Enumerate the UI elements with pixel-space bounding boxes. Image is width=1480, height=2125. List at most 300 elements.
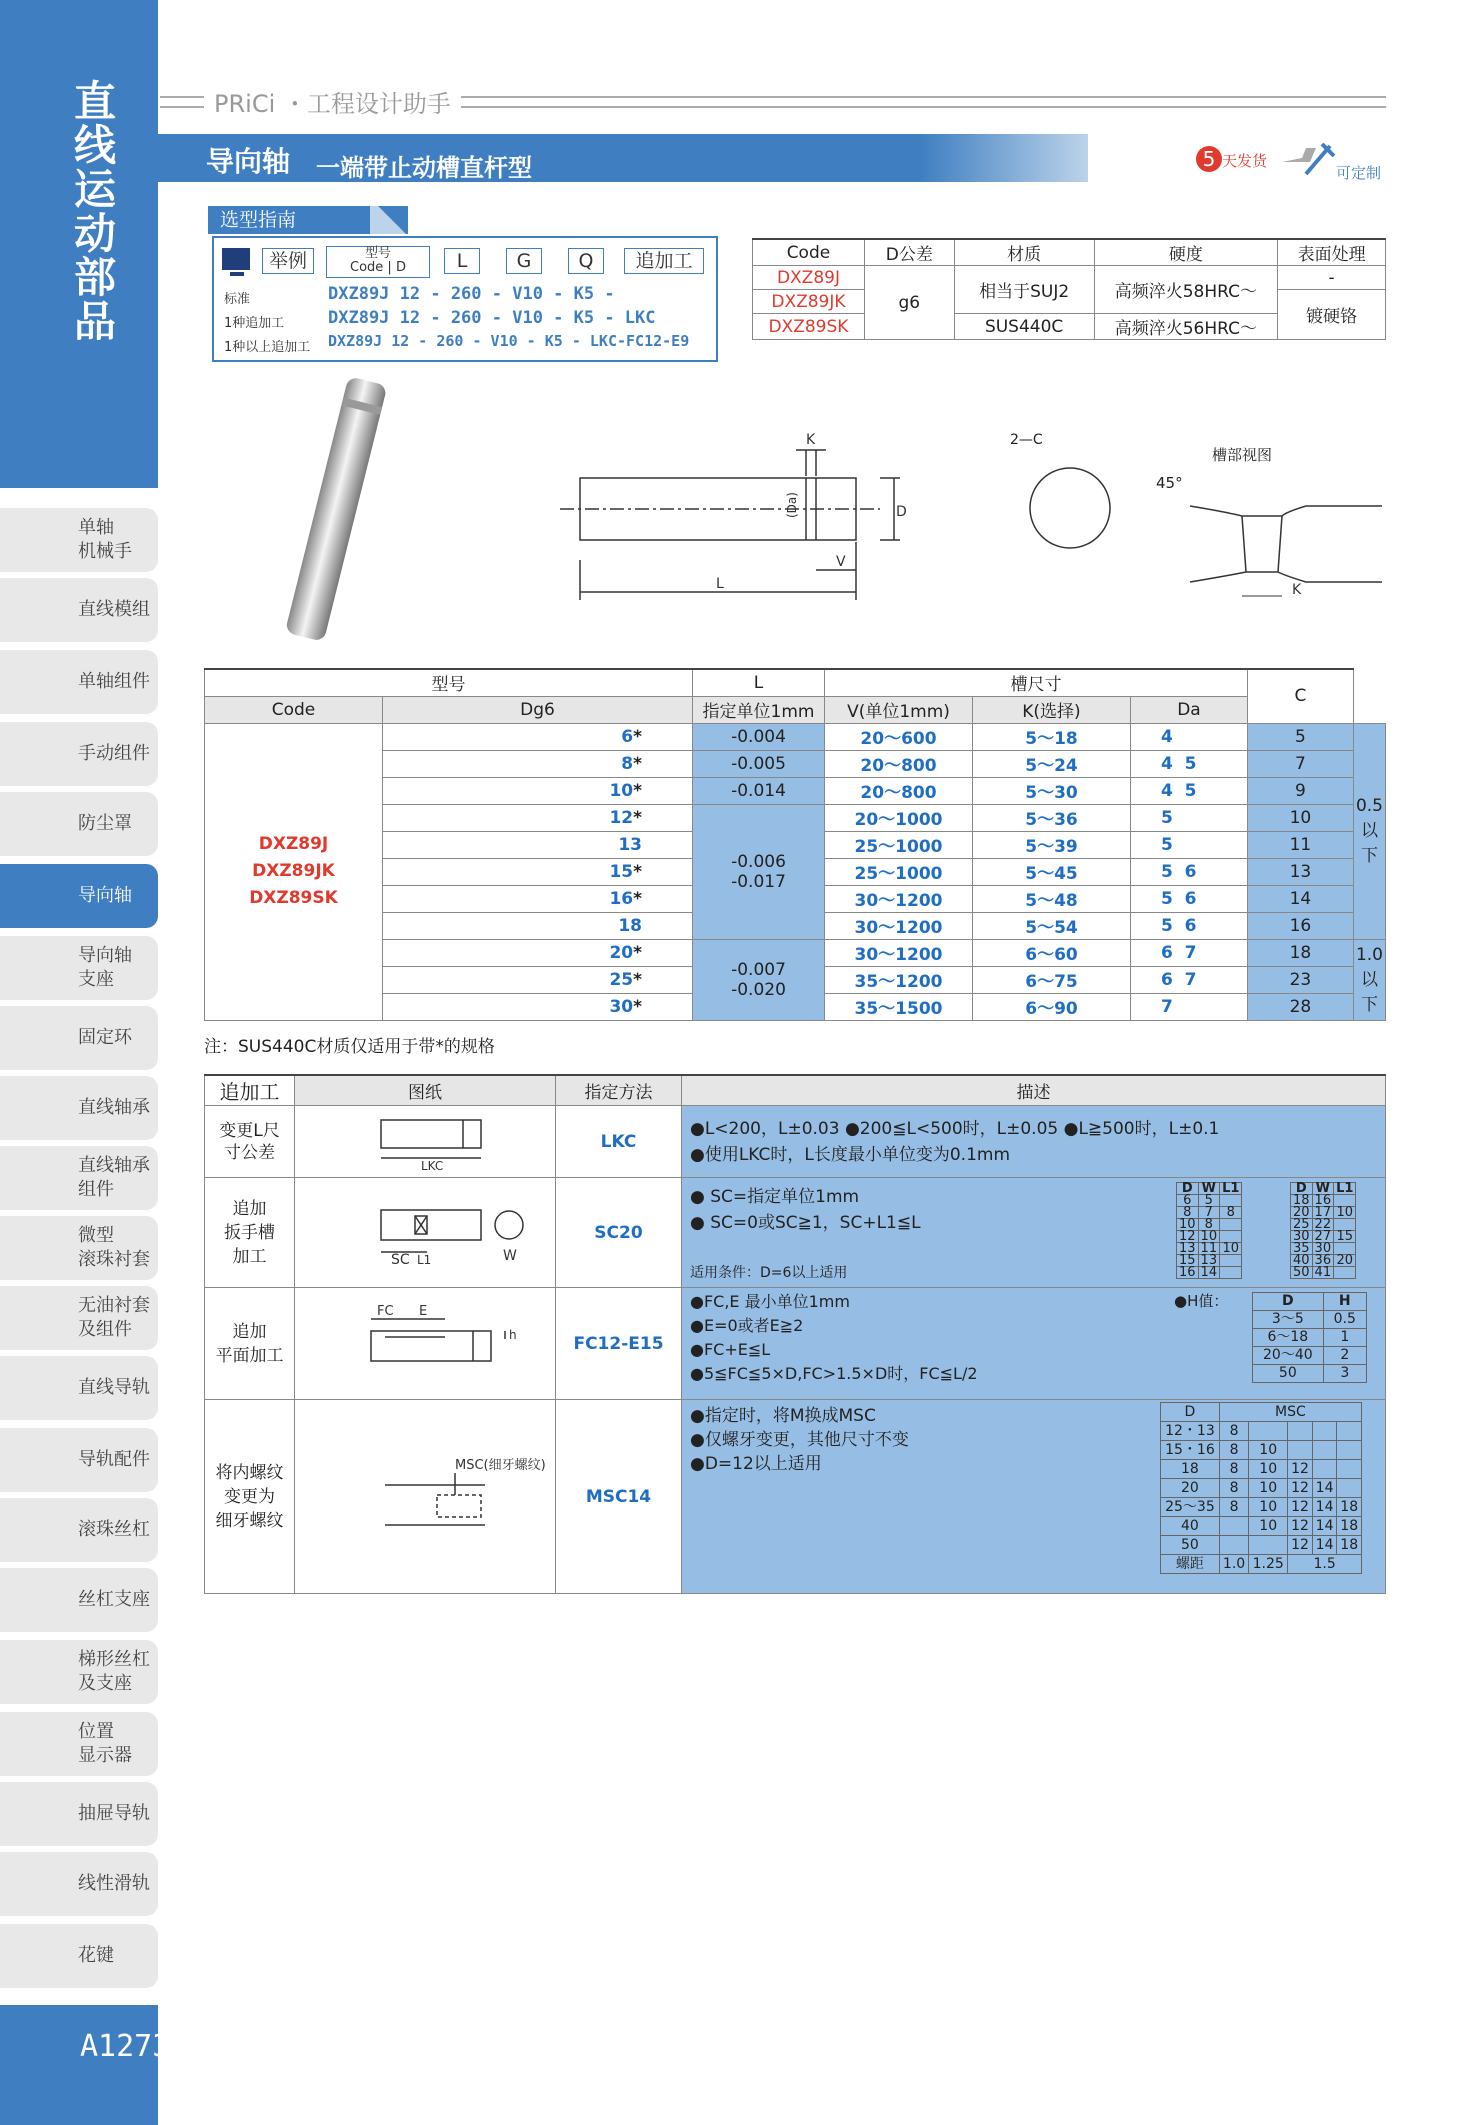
opt-h-desc: 描述: [682, 1075, 1386, 1106]
guide-code-label: Code: [350, 260, 384, 275]
sidebar-item[interactable]: [0, 1568, 158, 1632]
sub-cell: [1312, 1422, 1337, 1441]
spec-star: *: [633, 888, 642, 909]
mat-material: SUS440C: [954, 314, 1094, 340]
sub-cell: 30: [1312, 1243, 1334, 1255]
spec-star: *: [633, 861, 642, 882]
spec-v: 5～30: [973, 777, 1131, 804]
spec-h-slot: 槽尺寸: [825, 669, 1248, 696]
spec-d: 30: [609, 996, 634, 1017]
mat-surface: 镀硬铬: [1278, 290, 1386, 340]
sidebar-title: 直线运动部品: [73, 77, 116, 346]
sub-cell: 14: [1312, 1536, 1337, 1555]
groove-k: K: [1292, 582, 1302, 598]
sub-cell: [1249, 1422, 1288, 1441]
spec-da: 13: [1247, 858, 1353, 885]
spec-v: 5～24: [973, 750, 1131, 777]
mat-surface: -: [1278, 266, 1386, 290]
spec-da: 18: [1247, 939, 1353, 966]
sub-cell: 18: [1337, 1517, 1362, 1536]
dim-v: V: [836, 554, 846, 570]
sub-cell: 14: [1312, 1498, 1337, 1517]
opt-fc-d3: ●FC+E≦L: [690, 1340, 771, 1359]
spec-tol: [693, 804, 825, 939]
spec-star: *: [633, 726, 642, 747]
lkc-dim-label: LKC: [421, 1159, 444, 1172]
guide-model-label: 型号: [364, 246, 391, 261]
opt-fc-d1: ●FC,E 最小单位1mm: [690, 1292, 850, 1311]
spec-l: 25～1000: [825, 858, 973, 885]
opt-sc-name3: 加工: [232, 1246, 267, 1267]
msc-label: MSC(细牙螺纹): [455, 1458, 546, 1473]
dim-k: K: [806, 432, 816, 448]
opt-msc-d2: ●仅螺牙变更，其他尺寸不变: [690, 1430, 909, 1450]
spec-k: 4 5: [1131, 750, 1248, 777]
sub-cell: 50: [1161, 1536, 1220, 1555]
spec-k: 5 6: [1131, 885, 1248, 912]
spec-l: 30～1200: [825, 912, 973, 939]
opt-msc-name3: 细牙螺纹: [215, 1510, 284, 1531]
sub-cell: [1288, 1441, 1313, 1460]
opt-lkc-d2: ●使用LKC时，L长度最小单位变为0.1mm: [690, 1144, 1011, 1165]
sidebar-item-label: 及组件: [78, 1319, 132, 1340]
spec-da: 9: [1247, 777, 1353, 804]
spec-k: 4 5: [1131, 777, 1248, 804]
sub-cell: 35: [1291, 1243, 1313, 1255]
sub-cell: 3～5: [1253, 1311, 1324, 1329]
sidebar-item-label: 滚珠衬套: [78, 1249, 150, 1270]
sidebar-item-label: 抽屉导轨: [78, 1803, 150, 1824]
sidebar-item[interactable]: [0, 578, 158, 642]
sub-cell: 8: [1219, 1479, 1248, 1498]
sub-cell: 10: [1249, 1479, 1288, 1498]
groove-drawing: [1186, 476, 1386, 606]
spec-d: 16: [609, 888, 634, 909]
mat-header: 材质: [954, 239, 1094, 266]
opt-sc-code: SC20: [556, 1178, 682, 1288]
sidebar-item[interactable]: [0, 1498, 158, 1562]
sub-cell: 17: [1312, 1207, 1334, 1219]
sub-cell: [1334, 1267, 1356, 1279]
sub-cell: 40: [1291, 1255, 1313, 1267]
spec-da: 11: [1247, 831, 1353, 858]
sub-cell: 13: [1198, 1255, 1220, 1267]
sub-cell: 20～40: [1253, 1347, 1324, 1365]
sidebar-item[interactable]: [0, 1006, 158, 1070]
monitor-icon: [220, 246, 258, 278]
sidebar-item[interactable]: [0, 1076, 158, 1140]
spec-l: 20～800: [825, 777, 973, 804]
spec-v: 5～18: [973, 723, 1131, 750]
sc-drawing: [295, 1180, 555, 1280]
spec-da: 14: [1247, 885, 1353, 912]
spec-tol-upper: -0.006: [731, 851, 786, 872]
spec-c-note: 以下: [1360, 969, 1378, 1015]
sidebar-item-label: 机械手: [78, 541, 132, 562]
sub-cell: 30: [1291, 1231, 1313, 1243]
sidebar-item[interactable]: [0, 722, 158, 786]
mat-tolerance: g6: [864, 266, 954, 340]
opt-sc-d3: 适用条件：D=6以上适用: [690, 1265, 848, 1281]
sub-cell: 14: [1312, 1517, 1337, 1536]
spec-d: 10: [609, 780, 634, 801]
spec-tol-upper: -0.007: [731, 959, 786, 980]
sub-cell: [1337, 1460, 1362, 1479]
sc-table-2: [1290, 1182, 1356, 1279]
sub-cell: 13: [1177, 1243, 1199, 1255]
guide-l-box: L: [444, 248, 480, 274]
page-title: 导向轴: [206, 145, 291, 178]
sub-cell: 1.5: [1288, 1555, 1362, 1574]
sidebar-item[interactable]: [0, 1852, 158, 1916]
sub-cell: 25～35: [1161, 1498, 1220, 1517]
spec-tol: -0.004: [693, 723, 825, 750]
msc-drawing: [295, 1439, 555, 1549]
sub-cell: [1249, 1536, 1288, 1555]
spec-da: 7: [1247, 750, 1353, 777]
sidebar-item-label: 位置: [78, 1721, 114, 1742]
spec-d: 18: [618, 915, 642, 936]
mat-code: DXZ89SK: [753, 314, 865, 340]
opt-msc-desc: [682, 1400, 1386, 1594]
sidebar: [0, 0, 171, 2125]
sub-cell: 36: [1312, 1255, 1334, 1267]
spec-l: 20～600: [825, 723, 973, 750]
spec-star: *: [633, 969, 642, 990]
spec-k: 6 7: [1131, 966, 1248, 993]
sub-cell: [1220, 1255, 1242, 1267]
sub-cell: 18: [1291, 1195, 1313, 1207]
spec-code-cell: [205, 723, 383, 1020]
sub-cell: 5: [1198, 1195, 1220, 1207]
spec-k: 5 6: [1131, 912, 1248, 939]
spec-tol: [693, 939, 825, 1020]
brand: PRiCi ・工程设计助手: [204, 84, 461, 119]
sub-cell: 1.0: [1219, 1555, 1248, 1574]
spec-d: 13: [618, 834, 642, 855]
sidebar-item[interactable]: [0, 1924, 158, 1988]
sidebar-item[interactable]: [0, 508, 158, 572]
sub-cell: 12: [1288, 1517, 1313, 1536]
sidebar-item[interactable]: [0, 864, 158, 928]
opt-sc-name1: 追加: [232, 1198, 267, 1219]
guide-title: 选型指南: [208, 206, 408, 234]
spec-v: 5～48: [973, 885, 1131, 912]
opt-lkc-name2: 寸公差: [224, 1142, 275, 1163]
sub-cell: 10: [1220, 1243, 1242, 1255]
sub-cell: [1220, 1219, 1242, 1231]
opt-sc-name2: 扳手槽: [224, 1222, 275, 1243]
opt-msc-d3: ●D=12以上适用: [690, 1454, 822, 1474]
sub-header: D: [1291, 1183, 1313, 1195]
sub-cell: 8: [1198, 1219, 1220, 1231]
spec-star: *: [633, 780, 642, 801]
spec-d: 25: [609, 969, 634, 990]
sub-cell: 50: [1253, 1365, 1324, 1383]
spec-c: [1353, 723, 1385, 939]
lkc-drawing: [295, 1106, 555, 1172]
angle-label: 45°: [1156, 474, 1183, 492]
opt-sc-desc: [682, 1178, 1386, 1288]
spec-d: 12: [609, 807, 634, 828]
spec-da: 28: [1247, 993, 1353, 1020]
sub-cell: 16: [1177, 1267, 1199, 1279]
page-number: A1273: [80, 2029, 171, 2064]
spec-l: 20～1000: [825, 804, 973, 831]
sub-cell: 16: [1312, 1195, 1334, 1207]
guide-q-box: Q: [568, 248, 604, 274]
sidebar-item[interactable]: [0, 1356, 158, 1420]
spec-v: 5～54: [973, 912, 1131, 939]
opt-fc-code: FC12-E15: [556, 1288, 682, 1400]
mat-header: 硬度: [1094, 239, 1278, 266]
opt-lkc-d1: ●L<200，L±0.03 ●200≦L<500时，L±0.05 ●L≧500时，L±0.1: [690, 1118, 1220, 1139]
sub-cell: 6: [1177, 1195, 1199, 1207]
sub-cell: 10: [1249, 1460, 1288, 1479]
spec-h-code: Code: [205, 696, 383, 723]
spec-k: 5 6: [1131, 858, 1248, 885]
spec-note: 注：SUS440C材质仅适用于带*的规格: [204, 1037, 495, 1057]
sub-cell: 22: [1312, 1219, 1334, 1231]
sub-header: L1: [1220, 1183, 1242, 1195]
opt-fc-name1: 追加: [232, 1321, 267, 1342]
dim-d: D: [896, 504, 907, 520]
opt-lkc-drawing: [295, 1106, 556, 1178]
spec-v: 6～75: [973, 966, 1131, 993]
spec-da: 16: [1247, 912, 1353, 939]
opt-fc-d4: ●5≦FC≦5×D,FC>1.5×D时，FC≦L/2: [690, 1364, 978, 1383]
fc-h-label: h: [509, 1328, 517, 1342]
sub-cell: 27: [1312, 1231, 1334, 1243]
sidebar-item-label: 手动组件: [78, 743, 150, 764]
spec-h-v: V(单位1mm): [825, 696, 973, 723]
sub-cell: 15: [1334, 1231, 1356, 1243]
opt-lkc-code: LKC: [556, 1106, 682, 1178]
sidebar-item-label: 滚珠丝杠: [78, 1519, 150, 1540]
opt-h-drawing: 图纸: [295, 1075, 556, 1106]
title-band: [158, 134, 1088, 182]
guide-row-text: DXZ89J 12 - 260 - V10 - K5 - LKC-FC12-E9: [328, 332, 690, 350]
mat-material: 相当于SUJ2: [954, 266, 1094, 314]
sub-cell: 41: [1312, 1267, 1334, 1279]
sidebar-item-label: 梯形丝杠: [78, 1649, 150, 1670]
opt-msc-name2: 变更为: [224, 1486, 275, 1507]
sub-header: D: [1161, 1403, 1220, 1422]
shaft-drawing: [560, 420, 1120, 620]
page-subtitle: 一端带止动槽直杆型: [316, 154, 532, 182]
sidebar-item[interactable]: [0, 1146, 158, 1210]
opt-msc-drawing: [295, 1400, 556, 1594]
sub-cell: 18: [1337, 1536, 1362, 1555]
spec-star: *: [633, 807, 642, 828]
opt-sc-drawing: [295, 1178, 556, 1288]
dim-c: 2—C: [1010, 432, 1043, 448]
sub-cell: 8: [1219, 1441, 1248, 1460]
spec-da: 23: [1247, 966, 1353, 993]
fc-e-label: E: [419, 1304, 428, 1319]
sub-cell: 20: [1291, 1207, 1313, 1219]
sub-cell: 8: [1219, 1460, 1248, 1479]
sidebar-item[interactable]: [0, 650, 158, 714]
spec-da: 5: [1247, 723, 1353, 750]
sidebar-item-label: 微型: [78, 1225, 114, 1246]
sub-cell: 12・13: [1161, 1422, 1220, 1441]
opt-fc-hlabel: ●H值：: [1174, 1292, 1229, 1310]
options-table: [204, 1074, 1386, 1594]
spec-h-c: C: [1247, 669, 1353, 723]
custom-badge-text: 可定制: [1336, 164, 1382, 182]
sub-cell: 50: [1291, 1267, 1313, 1279]
sidebar-item-label: 直线轴承: [78, 1097, 150, 1118]
sub-cell: 8: [1219, 1422, 1248, 1441]
sub-header: H: [1323, 1293, 1366, 1311]
spec-d: 15: [609, 861, 634, 882]
opt-sc-d1: ● SC=指定单位1mm: [690, 1187, 860, 1207]
mat-hardness: 高频淬火58HRC～: [1094, 266, 1278, 314]
spec-tol: -0.005: [693, 750, 825, 777]
sub-cell: 18: [1337, 1498, 1362, 1517]
spec-code: DXZ89SK: [249, 888, 338, 908]
spec-k: 5: [1131, 831, 1248, 858]
spec-tol: -0.014: [693, 777, 825, 804]
sub-cell: [1337, 1479, 1362, 1498]
spec-k: 6 7: [1131, 939, 1248, 966]
sidebar-item-label: 组件: [78, 1179, 114, 1200]
sidebar-item-label: 显示器: [78, 1745, 132, 1766]
sub-cell: 10: [1249, 1498, 1288, 1517]
sidebar-item[interactable]: [0, 1782, 158, 1846]
delivery-badge-number: 5: [1196, 146, 1222, 172]
opt-h-add: 追加工: [205, 1075, 295, 1106]
sidebar-item-label: 单轴组件: [78, 671, 150, 692]
groove-view-label: 槽部视图: [1212, 446, 1273, 464]
sc-dim-label: SC: [391, 1252, 410, 1268]
spec-h-da: Da: [1131, 696, 1248, 723]
spec-code: DXZ89J: [258, 834, 329, 854]
spec-tol-lower: -0.020: [731, 979, 786, 1000]
opt-fc-name: [205, 1288, 295, 1400]
sc-l1-label: L1: [417, 1253, 432, 1267]
spec-k: 5: [1131, 804, 1248, 831]
spec-star: *: [633, 753, 642, 774]
spec-l: 35～1200: [825, 966, 973, 993]
spec-v: 6～60: [973, 939, 1131, 966]
sidebar-item-label: 花键: [78, 1945, 114, 1966]
sub-cell: [1220, 1267, 1242, 1279]
guide-row-label: 1种追加工: [224, 316, 285, 331]
sub-cell: 20: [1334, 1255, 1356, 1267]
sub-cell: [1219, 1517, 1248, 1536]
spec-tol-lower: -0.017: [731, 871, 786, 892]
spec-l: 30～1200: [825, 939, 973, 966]
sub-cell: 40: [1161, 1517, 1220, 1536]
opt-msc-code: MSC14: [556, 1400, 682, 1594]
sub-cell: [1312, 1441, 1337, 1460]
opt-lkc-desc: [682, 1106, 1386, 1178]
sub-cell: 10: [1249, 1441, 1288, 1460]
dim-da: (Da): [785, 492, 799, 518]
sub-cell: [1219, 1536, 1248, 1555]
sidebar-item-label: 防尘罩: [78, 813, 132, 834]
spec-k: 7: [1131, 993, 1248, 1020]
sidebar-item[interactable]: [0, 1216, 158, 1280]
sidebar-item[interactable]: [0, 1428, 158, 1492]
sub-cell: 8: [1177, 1207, 1199, 1219]
spec-h-dg6: Dg6: [383, 696, 693, 723]
guide-add-box: 追加工: [624, 248, 704, 274]
sidebar-item-label: 导向轴: [78, 945, 132, 966]
delivery-badge-text: 天发货: [1222, 152, 1268, 170]
spec-v: 5～36: [973, 804, 1131, 831]
sub-cell: 15: [1177, 1255, 1199, 1267]
guide-title-tab2: [370, 206, 406, 234]
sub-header: W: [1312, 1183, 1334, 1195]
sidebar-item[interactable]: [0, 1640, 158, 1704]
sub-cell: 12: [1288, 1536, 1313, 1555]
guide-g-box: G: [506, 248, 542, 274]
sidebar-footer: [0, 2005, 171, 2125]
opt-lkc-name: [205, 1106, 295, 1178]
sub-header: MSC: [1219, 1403, 1361, 1422]
sidebar-item[interactable]: [0, 1712, 158, 1776]
sidebar-item[interactable]: [0, 936, 158, 1000]
opt-msc-d1: ●指定时，将M换成MSC: [690, 1406, 876, 1426]
spec-table: [204, 668, 1386, 1021]
sidebar-item-label: 导轨配件: [78, 1449, 150, 1470]
mat-header: Code: [753, 239, 865, 266]
sidebar-item-label: 直线导轨: [78, 1377, 150, 1398]
sub-cell: 20: [1161, 1479, 1220, 1498]
sidebar-item-label: 丝杠支座: [78, 1589, 150, 1610]
spec-v: 6～90: [973, 993, 1131, 1020]
spec-star: *: [633, 996, 642, 1017]
spec-d: 20: [609, 942, 634, 963]
sidebar-item-label: 导向轴: [78, 885, 132, 906]
mat-header: 表面处理: [1278, 239, 1386, 266]
mat-code: DXZ89JK: [753, 290, 865, 314]
sub-header: D: [1177, 1183, 1199, 1195]
sidebar-item-label: 固定环: [78, 1027, 132, 1048]
sc-table-1: [1176, 1182, 1242, 1279]
sub-cell: 8: [1219, 1498, 1248, 1517]
opt-fc-d2: ●E=0或者E≧2: [690, 1316, 804, 1335]
sub-cell: 18: [1161, 1460, 1220, 1479]
opt-fc-name2: 平面加工: [215, 1345, 284, 1366]
sub-cell: 3: [1323, 1365, 1366, 1383]
fc-h-table: [1252, 1292, 1367, 1383]
sidebar-item-label: 及支座: [78, 1673, 132, 1694]
opt-fc-drawing: [295, 1288, 556, 1400]
sub-cell: 7: [1198, 1207, 1220, 1219]
opt-sc-name: [205, 1178, 295, 1288]
sidebar-item-label: 支座: [78, 969, 114, 990]
sub-cell: 15・16: [1161, 1441, 1220, 1460]
sidebar-item[interactable]: [0, 1286, 158, 1350]
spec-l: 30～1200: [825, 885, 973, 912]
sub-cell: [1312, 1460, 1337, 1479]
sub-cell: 1: [1323, 1329, 1366, 1347]
guide-row-label: 标准: [224, 292, 251, 307]
opt-h-method: 指定方法: [556, 1075, 682, 1106]
sub-cell: 2: [1323, 1347, 1366, 1365]
sub-cell: 12: [1177, 1231, 1199, 1243]
spec-h-k: K(选择): [973, 696, 1131, 723]
mat-hardness: 高频淬火56HRC～: [1094, 314, 1278, 340]
sidebar-item-label: 直线模组: [78, 599, 150, 620]
spec-l: 25～1000: [825, 831, 973, 858]
sidebar-item[interactable]: [0, 792, 158, 856]
sub-cell: 14: [1312, 1479, 1337, 1498]
